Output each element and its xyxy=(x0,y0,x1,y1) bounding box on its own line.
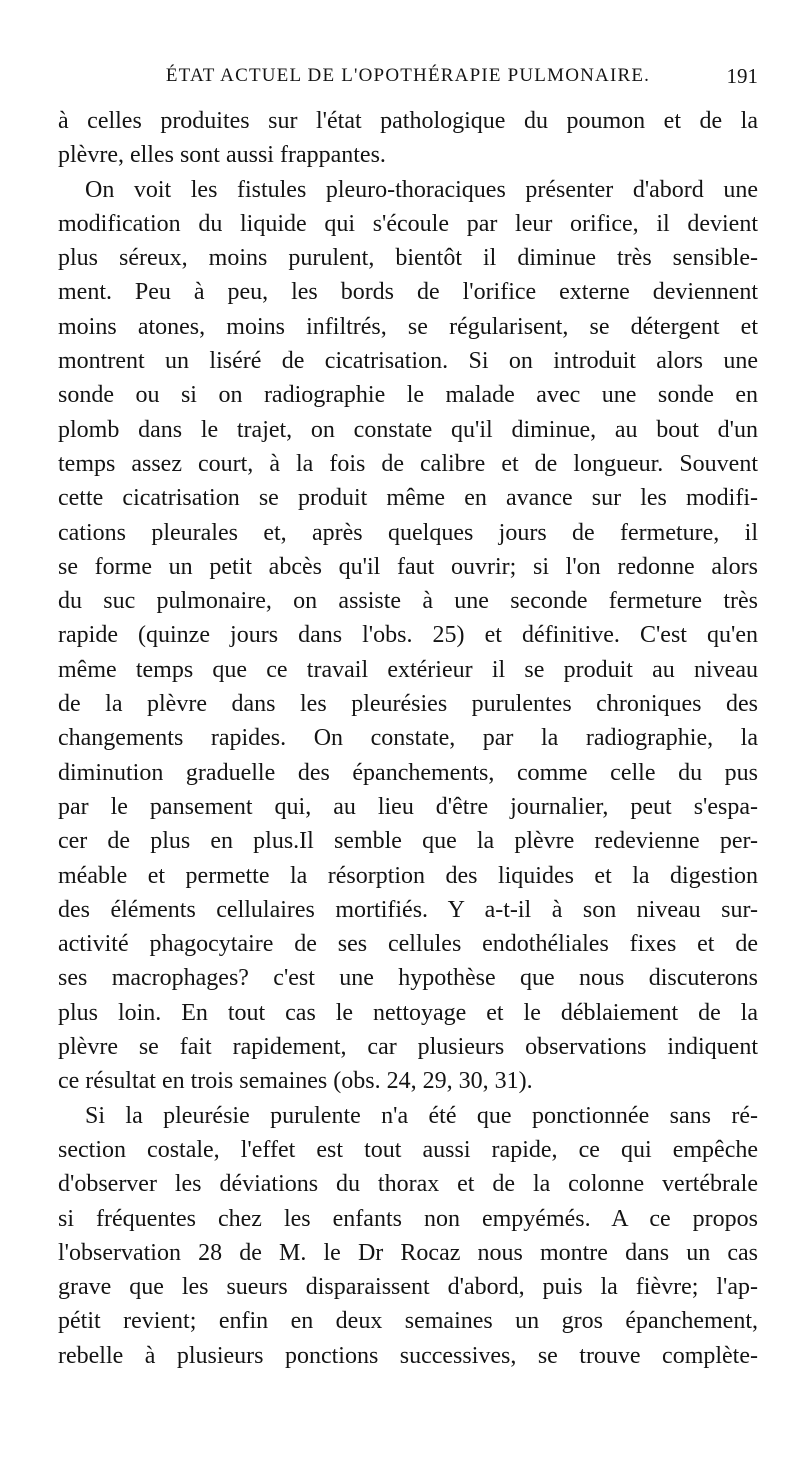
text-line: plèvre, elles sont aussi frappantes. xyxy=(58,142,386,169)
text-line: de la plèvre dans les pleurésies purulentes chroniques des xyxy=(58,691,758,718)
text-line: ment. Peu à peu, les bords de l'orifice externe deviennent xyxy=(58,279,758,306)
text-line: On voit les fistules pleuro-thoraciques présenter d'abord une xyxy=(85,176,758,203)
body-text xyxy=(58,104,758,1373)
text-line: rapide (quinze jours dans l'obs. 25) et définitive. C'est qu'en xyxy=(58,622,758,649)
text-line: Si la pleurésie purulente n'a été que ponctionnée sans ré- xyxy=(85,1102,758,1129)
text-line: cations pleurales et, après quelques jours de fermeture, il xyxy=(58,519,758,546)
text-line: rebelle à plusieurs ponctions successives, se trouve complète- xyxy=(58,1342,758,1369)
text-line: plomb dans le trajet, on constate qu'il diminue, au bout d'un xyxy=(58,416,758,443)
page-number: 191 xyxy=(726,64,758,88)
text-line: changements rapides. On constate, par la radiographie, la xyxy=(58,725,758,752)
text-line: pétit revient; enfin en deux semaines un gros épanchement, xyxy=(58,1308,758,1335)
text-line: par le pansement qui, au lieu d'être journalier, peut s'espa- xyxy=(58,793,758,820)
text-line: sonde ou si on radiographie le malade avec une sonde en xyxy=(58,382,758,409)
text-line: montrent un liséré de cicatrisation. Si on introduit alors une xyxy=(58,348,758,375)
text-line: se forme un petit abcès qu'il faut ouvrir; si l'on redonne alors xyxy=(58,553,758,580)
text-line: plus séreux, moins purulent, bientôt il diminue très sensible- xyxy=(58,245,758,272)
text-line: plus loin. En tout cas le nettoyage et le déblaiement de la xyxy=(58,999,758,1026)
text-line: plèvre se fait rapidement, car plusieurs observations indiquent xyxy=(58,1034,758,1061)
running-head xyxy=(58,62,758,90)
text-line: grave que les sueurs disparaissent d'abord, puis la fièvre; l'ap- xyxy=(58,1274,758,1301)
text-line: modification du liquide qui s'écoule par leur orifice, il devient xyxy=(58,210,758,237)
text-line: ce résultat en trois semaines (obs. 24, 29, 30, 31). xyxy=(58,1068,533,1095)
text-line: section costale, l'effet est tout aussi rapide, ce qui empêche xyxy=(58,1136,758,1163)
text-line: ses macrophages? c'est une hypothèse que nous discuterons xyxy=(58,965,758,992)
text-line: si fréquentes chez les enfants non empyémés. A ce propos xyxy=(58,1205,758,1232)
text-line: même temps que ce travail extérieur il se produit au niveau xyxy=(58,656,758,683)
text-line: cette cicatrisation se produit même en avance sur les modifi- xyxy=(58,485,758,512)
text-line: temps assez court, à la fois de calibre et de longueur. Souvent xyxy=(58,450,758,477)
text-line: l'observation 28 de M. le Dr Rocaz nous montre dans un cas xyxy=(58,1239,758,1266)
text-line: méable et permette la résorption des liquides et la digestion xyxy=(58,862,758,889)
text-line: diminution graduelle des épanchements, comme celle du pus xyxy=(58,759,758,786)
text-line: du suc pulmonaire, on assiste à une seconde fermeture très xyxy=(58,588,758,615)
text-line: d'observer les déviations du thorax et de la colonne vertébrale xyxy=(58,1171,758,1198)
text-line: activité phagocytaire de ses cellules endothéliales fixes et de xyxy=(58,931,758,958)
text-line: cer de plus en plus.Il semble que la plèvre redevienne per- xyxy=(58,828,758,855)
text-line: moins atones, moins infiltrés, se régularisent, se détergent et xyxy=(58,313,758,340)
text-line: à celles produites sur l'état pathologique du poumon et de la xyxy=(58,108,758,134)
text-line: des éléments cellulaires mortifiés. Y a-t-il à son niveau sur- xyxy=(58,896,758,923)
running-title: ÉTAT ACTUEL DE L'OPOTHÉRAPIE PULMONAIRE. xyxy=(165,65,651,86)
